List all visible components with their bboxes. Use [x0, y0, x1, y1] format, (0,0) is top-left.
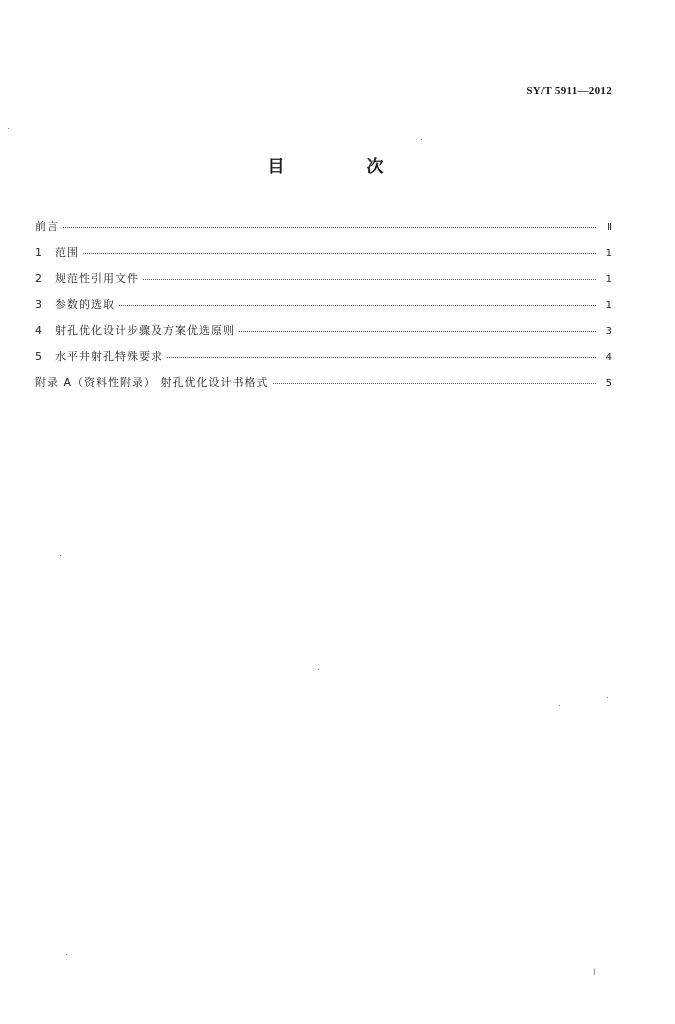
toc-entry-page: 4	[605, 352, 612, 363]
toc-entry-label: 参数的选取	[55, 298, 115, 311]
toc-entry-appendix-a[interactable]	[35, 374, 612, 400]
toc-entry-number: 1	[35, 246, 42, 259]
scan-speck	[318, 669, 319, 670]
page-folio: I	[593, 968, 596, 978]
toc-entry-number: 5	[35, 350, 42, 363]
toc-entry-page: 1	[605, 274, 612, 285]
toc-leader-dots	[167, 356, 596, 358]
toc-entry-page: 5	[605, 378, 612, 389]
toc-entry-page: 3	[605, 326, 612, 337]
scan-speck	[607, 697, 608, 698]
scan-speck	[60, 555, 61, 556]
scan-speck	[66, 954, 67, 955]
toc-entry-page: 1	[605, 300, 612, 311]
toc-entry-label: 前言	[35, 220, 59, 233]
toc-entry-number: 2	[35, 272, 42, 285]
toc-entry-label: 水平井射孔特殊要求	[55, 350, 163, 363]
toc-title: 目 次	[267, 157, 422, 177]
toc-entry-label: 范围	[55, 246, 79, 259]
toc-entry-scope[interactable]	[35, 244, 612, 270]
toc-entry-normative-references[interactable]	[35, 270, 612, 296]
toc-entry-number: 3	[35, 298, 42, 311]
toc-leader-dots	[119, 304, 596, 306]
toc-leader-dots	[83, 252, 596, 254]
toc-leader-dots	[63, 226, 596, 228]
toc-leader-dots	[239, 330, 596, 332]
toc-entry-label: 附录 A（资料性附录） 射孔优化设计书格式	[35, 376, 269, 389]
standard-code: SY/T 5911—2012	[526, 85, 612, 97]
toc-entry-page: 1	[605, 248, 612, 259]
scan-speck	[421, 139, 422, 140]
toc-entry-page: Ⅱ	[607, 222, 612, 233]
toc-leader-dots	[273, 382, 596, 384]
toc-entry-label: 规范性引用文件	[55, 272, 139, 285]
toc-leader-dots	[143, 278, 596, 280]
toc-entry-label: 射孔优化设计步骤及方案优选原则	[55, 324, 235, 337]
table-of-contents	[35, 218, 612, 400]
toc-entry-horizontal-well[interactable]	[35, 348, 612, 374]
toc-entry-number: 4	[35, 324, 42, 337]
toc-entry-design-steps[interactable]	[35, 322, 612, 348]
scan-speck	[559, 705, 560, 706]
scan-speck	[8, 128, 9, 129]
toc-entry-parameter-selection[interactable]	[35, 296, 612, 322]
toc-entry-foreword[interactable]	[35, 218, 612, 244]
